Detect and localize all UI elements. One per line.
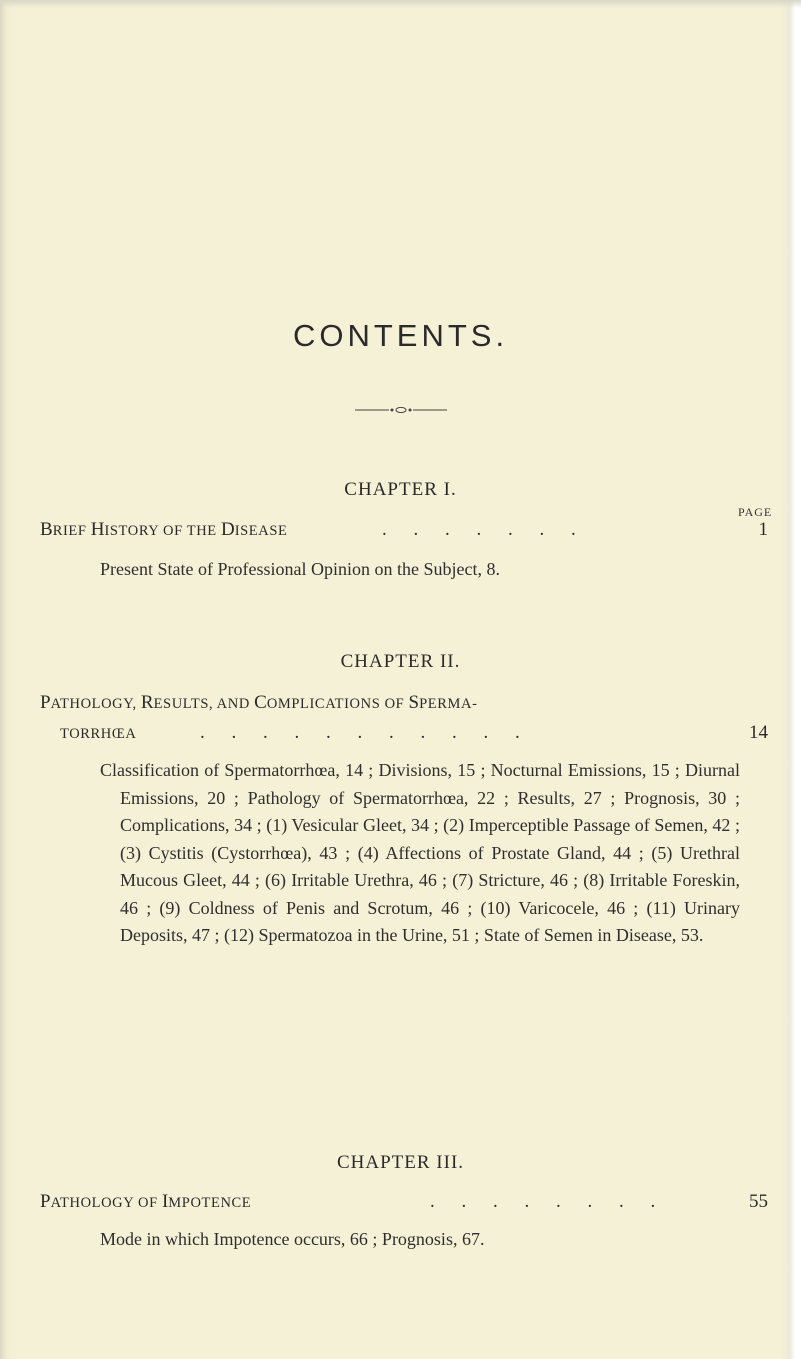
chapter-3-heading: CHAPTER III.	[336, 1152, 465, 1173]
chapter-3-entry: PATHOLOGY OF IMPOTENCE . . . . . . . . 55	[40, 1191, 768, 1212]
chapter-1-entry: BRIEF HISTORY OF THE DISEASE . . . . . . . 1	[40, 519, 768, 540]
page-title: CONTENTS.	[292, 318, 509, 353]
chapter-3-page-number: 55	[749, 1191, 768, 1212]
chapter-2-entry-line-1: PATHOLOGY, RESULTS, AND COMPLICATIONS OF SPERMA-	[40, 692, 478, 713]
chapter-2-entry-line-2: TORRHŒA . . . . . . . . . . . 14	[60, 722, 768, 743]
page-top-edge	[0, 0, 801, 8]
chapter-2-heading: CHAPTER II.	[340, 651, 461, 672]
ornament-divider	[355, 407, 447, 413]
chapter-3-subtopics: Mode in which Impotence occurs, 66 ; Prognosis, 67.	[100, 1229, 485, 1249]
chapter-2-subtopics: Classification of Spermatorrhœa, 14 ; Divisions, 15 ; Nocturnal Emissions, 15 ; Diurnal Emissions, 20 ; Pathology of Spermatorrhœa, 22 ; Results, 27 ; Prognosis, 30 ; Complications, 34 ; (1) Vesicular Gleet, 34 ; (2) Imperceptible Passage of Semen, 42 ; (3) Cystitis (Cystorrhœa), 43 ; (4) Affections of Prostate Gland, 44 ; (5) Urethral Mucous Gleet, 44 ; (6) Irritable Urethra, 46 ; (7) Stricture, 46 ; (8) Irritable Foreskin, 46 ; (9) Coldness of Penis and Scrotum, 46 ; (10) Varicocele, 46 ; (11) Urinary Deposits, 47 ; (12) Spermatozoa in the Urine, 51 ; State of Semen in Disease, 53.	[100, 760, 740, 945]
chapter-1-page-number: 1	[758, 519, 768, 540]
page-column-label: PAGE	[738, 505, 773, 519]
chapter-1-heading: CHAPTER I.	[344, 479, 457, 500]
chapter-2-page-number: 14	[749, 722, 768, 743]
chapter-1-subtopics: Present State of Professional Opinion on the Subject, 8.	[100, 559, 500, 579]
leader-dots: . . . . . . .	[382, 519, 587, 540]
leader-dots: . . . . . . . . . . .	[200, 722, 531, 743]
leader-dots: . . . . . . . .	[430, 1191, 667, 1212]
